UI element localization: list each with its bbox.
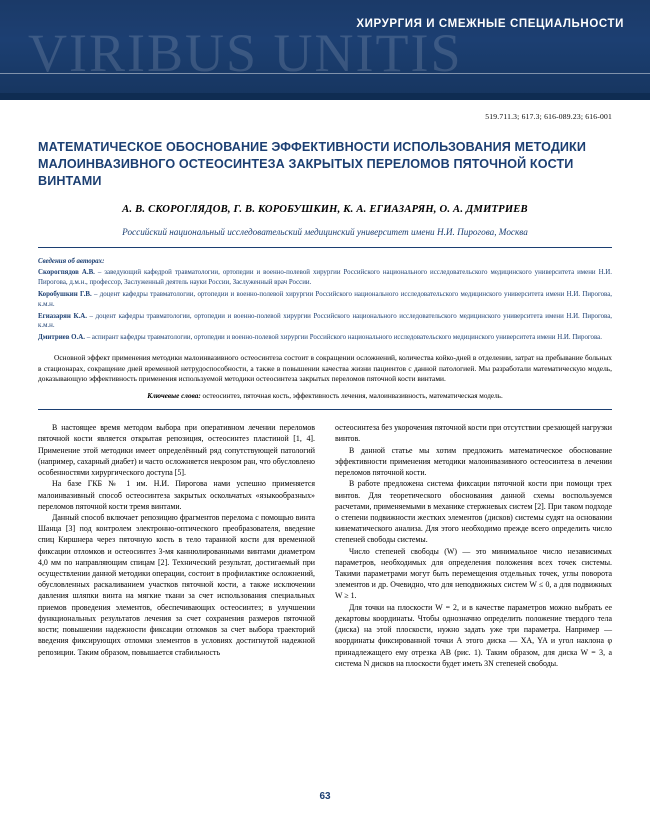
about-author-text: – заведующий кафедрой травматологии, ортопедии и военно-полевой хирургии Российского национального исследовательского медицинского университета имени Н.И. Пирогова, д.м.н., профессор, Заслуженный деятель науки России, Заслуженный врач России.	[38, 269, 612, 287]
paragraph: В данной статье мы хотим предложить математическое обоснование эффективности применения методики малоинвазивного остеосинтеза в лечении переломов пяточной кости.	[335, 445, 612, 478]
body-columns	[38, 422, 612, 669]
keywords-text: остеосинтез, пяточная кость, эффективность лечения, малоинвазивность, математическая модель.	[200, 392, 503, 401]
about-author-entry	[38, 333, 612, 343]
paragraph: Для точки на плоскости W = 2, и в качестве параметров можно выбрать ее декартовы координаты. Чтобы однозначно определить положение твердого тела (диска) на этой плоскости, нужно задать уже три параметра. Например — координаты фиксированной точки А этого диска — XA, YA и угол наклона φ принадлежащего ему отрезка АВ (рис. 1). Таким образом, для диска W = 3, а система N дисков на плоскости будет иметь 3N степеней свободы.	[335, 602, 612, 668]
section-title: ХИРУРГИЯ И СМЕЖНЫЕ СПЕЦИАЛЬНОСТИ	[356, 18, 624, 30]
about-author-text: – доцент кафедры травматологии, ортопедии и военно-полевой хирургии Российского национального исследовательского медицинского университета имени Н.И. Пирогова, к.м.н.	[38, 312, 613, 330]
paragraph: В настоящее время методом выбора при оперативном лечении переломов пяточной кости является открытая репозиция, остеосинтез пластиной [1, 4]. Применение этой методики имеет определённый ряд сопутствующей патологий (например, сахарный диабет) и часто осложняется некрозом ран, что обусловлено особенностями хирургического доступа [5].	[38, 423, 315, 478]
page-header-banner	[0, 0, 650, 100]
paragraph: В работе предложена система фиксации пяточной кости при помощи трех винтов. Для теоретического обоснования данной схемы воспользуемся расчетами, применяемыми в механике стержневых систем [2]. При таком подходе о степени подвижности жестких элементов (дисков) системы судят на основании кинематического анализа. Для этого необходимо прежде всего определить число степеней свободы системы.	[335, 479, 612, 545]
about-author-name: Дмитриев О.А.	[38, 334, 85, 342]
paragraph: Число степеней свободы (W) — это минимальное число независимых параметров, необходимых для определения положения всех точек системы. Такими параметрами могут быть перемещения отдельных точек, углы поворота элементов и др. Очевидно, что для неподвижных систем W ≤ 0, а для подвижных W ≥ 1.	[335, 546, 612, 601]
body-column-right	[335, 422, 612, 669]
about-author-entry	[38, 312, 612, 332]
paragraph: остеосинтеза без укорочения пяточной кости при отсутствии срезающей нагрузки винтов.	[335, 423, 612, 444]
about-author-name: Егиазарян К.А.	[38, 312, 87, 320]
about-author-name: Скорогпядов А.В.	[38, 269, 95, 277]
abstract: Основной эффект применения методики малоинвазивного остеосинтеза состоит в сокращении осложнений, количества койко-дней в отделении, затрат на пребывание больных в стационарах, сокращение дней временной нетрудоспособности, а также в повышении качества жизни пациентов с данной патологией. Мы разработали математическую модель, доказывающую эффективность применения используемой методики остеосинтеза закрытых переломов пяточной кости винтами.	[38, 353, 612, 384]
affiliation: Российский национальный исследовательский медицинский университет имени Н.И. Пирогова, Москва	[122, 226, 528, 237]
page-number: 63	[319, 791, 331, 802]
keywords-label: Ключевые слова:	[147, 392, 201, 401]
udc-codes: 519.711.3; 617.3; 616-089.23; 616-001	[485, 112, 612, 121]
banner-divider	[0, 73, 650, 74]
author-list: А. В. СКОРОГЛЯДОВ, Г. В. КОРОБУШКИН, К. А. ЕГИАЗАРЯН, О. А. ДМИТРИЕВ	[122, 203, 528, 215]
body-column-left	[38, 422, 315, 669]
about-authors-heading: Сведения об авторах:	[38, 257, 105, 265]
about-author-entry	[38, 290, 612, 310]
paragraph: На базе ГКБ № 1 им. Н.И. Пирогова нами успешно применяется малоинвазивный способ остеосинтеза закрытых оскольчатых «языкообразных» переломов пяточной кости тремя винтами.	[38, 479, 315, 511]
keywords	[38, 392, 612, 400]
paragraph: Данный способ включает репозицию фрагментов перелома с помощью винта Шанца [3] под контролем электронно-оптического преобразователя, введение спиц Киршнера через пяточную кость в тело таранной кости для временной фиксации отломков и остеосинтез 3-мя каннюлированными винтами диаметром 4,0 мм по направляющим спицам [2]. Технический результат, достигаемый при осуществлении данной методики операции, состоит в профилактике осложнений, обусловленных раскаливанием участков пяточной кости, а также исключении давления шляпки винта на мягкие ткани за счет использования специальных приемов проведения элементов, обеспечивающих остеосинтез; в улучшении функциональных результатов лечения за счет сохранения размеров пяточной кости; повышении надежности фиксации отломков за счет выбора траекторий введения фиксирующих отломки элементов в условиях достигнутой надежной репозиции. Таким образом, повышается стабильность	[38, 512, 315, 657]
about-author-name: Коробушкин Г.В.	[38, 291, 92, 299]
banner-bottom-bar	[0, 93, 650, 100]
about-author-entry	[38, 268, 612, 288]
about-author-text: – доцент кафедры травматологии, ортопедии и военно-полевой хирургии Российского национального исследовательского медицинского университета имени Н.И. Пирогова, к.м.н.	[38, 291, 612, 308]
divider-top	[38, 247, 612, 248]
page-title: МАТЕМАТИЧЕСКОЕ ОБОСНОВАНИЕ ЭФФЕКТИВНОСТИ ИСПОЛЬЗОВАНИЯ МЕТОДИКИ МАЛОИНВАЗИВНОГО ОСТЕОСИНТЕЗА ЗАКРЫТЫХ ПЕРЕЛОМОВ ПЯТОЧНОЙ КОСТИ ВИНТАМИ	[38, 140, 586, 188]
article-page	[0, 112, 650, 669]
about-authors-block	[38, 257, 612, 343]
about-author-text: – аспирант кафедры травматологии, ортопедии и военно-полевой хирургии Российского национального исследовательского медицинского университета имени Н.И. Пирогова.	[84, 334, 602, 342]
divider-bottom	[38, 409, 612, 410]
journal-watermark: VIRIBUS UNITIS	[28, 23, 463, 83]
